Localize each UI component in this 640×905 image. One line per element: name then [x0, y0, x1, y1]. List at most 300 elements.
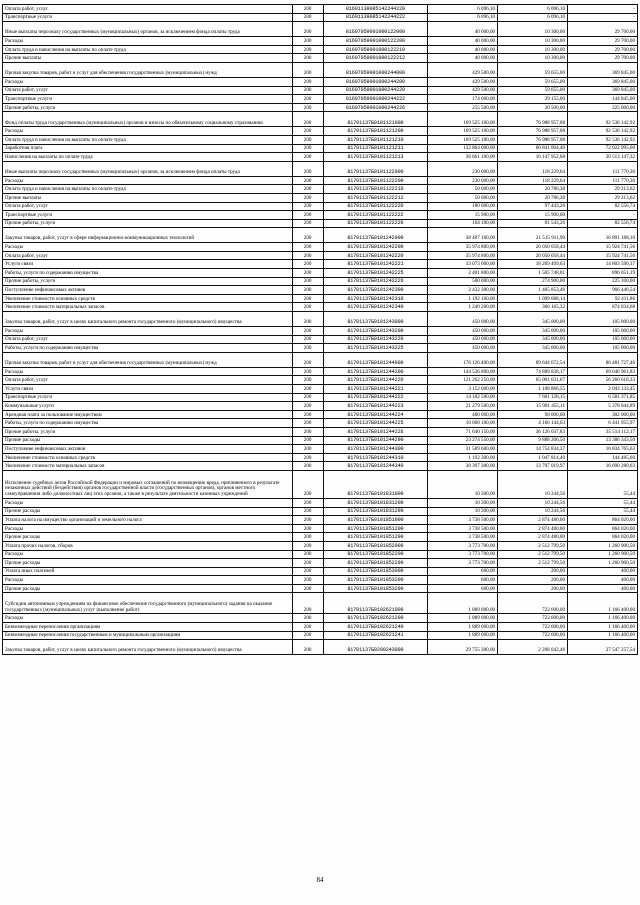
- row-unexecuted-amount-cell: 14 803 590,37: [568, 260, 638, 269]
- row-code-cell: 200: [292, 507, 323, 516]
- row-approved-amount-cell: 450 000,00: [428, 327, 498, 336]
- row-approved-amount-cell: 600,00: [428, 567, 498, 576]
- row-code-cell: 200: [292, 559, 323, 568]
- row-budget-code-cell: 81601139085142244222: [323, 13, 427, 22]
- row-unexecuted-amount-cell: 27 547 257,54: [568, 640, 638, 655]
- row-unexecuted-amount-cell: 400,00: [568, 576, 638, 585]
- row-name-cell: Прочие работы, услуги: [3, 219, 293, 228]
- table-row: [3, 427, 638, 436]
- row-budget-code-cell: 81701137Б0101244310: [323, 453, 427, 462]
- row-executed-amount-cell: 1 505 748,81: [498, 269, 568, 278]
- row-approved-amount-cell: 600,00: [428, 576, 498, 585]
- row-budget-code-cell: 81701137Б0101831200: [323, 498, 427, 507]
- row-executed-amount-cell: 6 096,10: [498, 13, 568, 22]
- table-row: [3, 470, 638, 498]
- table-row: [3, 211, 638, 220]
- row-unexecuted-amount-cell: 86 481 727,46: [568, 352, 638, 367]
- row-executed-amount-cell: 59 655,00: [498, 62, 568, 77]
- row-code-cell: 200: [292, 260, 323, 269]
- row-executed-amount-cell: 98 000,00: [498, 410, 568, 419]
- row-executed-amount-cell: 97 443,26: [498, 202, 568, 211]
- row-approved-amount-cell: 1 192 100,00: [428, 294, 498, 303]
- row-executed-amount-cell: 76 988 957,08: [498, 127, 568, 136]
- row-unexecuted-amount-cell: 111 770,36: [568, 176, 638, 185]
- row-approved-amount-cell: 3 738 500,00: [428, 516, 498, 525]
- row-budget-code-cell: 81601139085142244220: [323, 5, 427, 14]
- row-code-cell: 200: [292, 54, 323, 63]
- table-row: [3, 135, 638, 144]
- row-budget-code-cell: 81701137Б0101242300: [323, 286, 427, 295]
- row-approved-amount-cell: 3 152 000,00: [428, 385, 498, 394]
- row-budget-code-cell: 81701137Б0101121200: [323, 127, 427, 136]
- row-name-cell: Прочая закупка товаров, работ и услуг для обеспечения государственных (муниципальных) нужд: [3, 62, 293, 77]
- row-name-cell: Оплата труда и начисления на выплаты по оплате труда: [3, 185, 293, 194]
- row-budget-code-cell: 81701137Б0101244226: [323, 427, 427, 436]
- table-row: [3, 367, 638, 376]
- row-code-cell: 200: [292, 419, 323, 428]
- row-unexecuted-amount-cell: 2 043 133,45: [568, 385, 638, 394]
- row-budget-code-cell: 81607059001000244220: [323, 86, 427, 95]
- row-approved-amount-cell: 23 274 550,00: [428, 436, 498, 445]
- row-unexecuted-amount-cell: 1 166 400,00: [568, 593, 638, 614]
- row-budget-code-cell: 81701137Б0101122000: [323, 161, 427, 176]
- row-approved-amount-cell: 6 096,10: [428, 13, 498, 22]
- row-budget-code-cell: 81607059001000122000: [323, 22, 427, 37]
- row-budget-code-cell: 81701137Б0101244222: [323, 393, 427, 402]
- row-executed-amount-cell: 74 889 838,17: [498, 367, 568, 376]
- row-unexecuted-amount-cell: 6 581 371,85: [568, 393, 638, 402]
- table-row: [3, 385, 638, 394]
- row-executed-amount-cell: 13 707 019,97: [498, 462, 568, 471]
- row-name-cell: Фонд оплаты труда государственных (муниципальных) органов и взносы по обязательному социальному страхованию: [3, 112, 293, 127]
- row-unexecuted-amount-cell: 896 051,19: [568, 269, 638, 278]
- row-unexecuted-amount-cell: 72 022 995,60: [568, 144, 638, 153]
- row-budget-code-cell: 81701137Б0101243225: [323, 344, 427, 353]
- row-code-cell: 200: [292, 550, 323, 559]
- row-name-cell: Поступление нефинансовых активов: [3, 286, 293, 295]
- row-code-cell: 200: [292, 86, 323, 95]
- table-row: [3, 294, 638, 303]
- row-name-cell: Закупка товаров, работ, услуг в сфере информационно-коммуникационных технологий: [3, 228, 293, 243]
- row-executed-amount-cell: 345 000,00: [498, 335, 568, 344]
- table-row: [3, 103, 638, 112]
- row-executed-amount-cell: 2 512 799,50: [498, 559, 568, 568]
- row-name-cell: Транспортные услуги: [3, 393, 293, 402]
- row-code-cell: 200: [292, 135, 323, 144]
- row-executed-amount-cell: 2 874 480,00: [498, 533, 568, 542]
- row-executed-amount-cell: 20 050 058,44: [498, 251, 568, 260]
- row-executed-amount-cell: 65 001 631,67: [498, 376, 568, 385]
- row-name-cell: Прочие выплаты: [3, 193, 293, 202]
- row-approved-amount-cell: 15 900,00: [428, 211, 498, 220]
- row-name-cell: Оплата работ, услуг: [3, 202, 293, 211]
- row-executed-amount-cell: 200,00: [498, 584, 568, 593]
- row-name-cell: Расходы: [3, 367, 293, 376]
- table-row: [3, 352, 638, 367]
- row-budget-code-cell: 81701137Б0101122222: [323, 211, 427, 220]
- table-row: [3, 640, 638, 655]
- row-name-cell: Оплата труда и начисления на выплаты по оплате труда: [3, 45, 293, 54]
- row-budget-code-cell: 81701137Б0101121211: [323, 144, 427, 153]
- row-budget-code-cell: 81701137Б0101244290: [323, 436, 427, 445]
- row-code-cell: 200: [292, 393, 323, 402]
- row-executed-amount-cell: 10 244,56: [498, 470, 568, 498]
- row-name-cell: Оплата труда и начисления на выплаты по оплате труда: [3, 135, 293, 144]
- row-code-cell: 200: [292, 251, 323, 260]
- row-name-cell: Расходы: [3, 327, 293, 336]
- row-approved-amount-cell: 21 279 500,00: [428, 402, 498, 411]
- row-budget-code-cell: 81701137Б0102621241: [323, 631, 427, 640]
- table-row: [3, 516, 638, 525]
- table-row: [3, 550, 638, 559]
- row-budget-code-cell: 81701137Б0101851290: [323, 533, 427, 542]
- row-unexecuted-amount-cell: 105 000,00: [568, 312, 638, 327]
- row-executed-amount-cell: 18 269 409,63: [498, 260, 568, 269]
- row-executed-amount-cell: 15 901 455,11: [498, 402, 568, 411]
- row-executed-amount-cell: 29 155,00: [498, 95, 568, 104]
- row-code-cell: 200: [292, 161, 323, 176]
- row-unexecuted-amount-cell: 369 845,00: [568, 62, 638, 77]
- table-row: [3, 112, 638, 127]
- row-name-cell: Расходы: [3, 498, 293, 507]
- row-budget-code-cell: 81607059001000122200: [323, 37, 427, 46]
- row-name-cell: Расходы: [3, 176, 293, 185]
- row-budget-code-cell: 81607059001000122212: [323, 54, 427, 63]
- row-executed-amount-cell: 20 786,38: [498, 185, 568, 194]
- table-row: [3, 286, 638, 295]
- table-row: [3, 344, 638, 353]
- row-unexecuted-amount-cell: 35 514 112,17: [568, 427, 638, 436]
- row-budget-code-cell: 81701137Б0101244300: [323, 445, 427, 454]
- row-approved-amount-cell: 2 432 300,00: [428, 286, 498, 295]
- row-unexecuted-amount-cell: 29 213,62: [568, 193, 638, 202]
- row-budget-code-cell: 81701137Б0101242310: [323, 294, 427, 303]
- row-unexecuted-amount-cell: 1 166 400,00: [568, 623, 638, 632]
- row-code-cell: 200: [292, 185, 323, 194]
- table-row: [3, 507, 638, 516]
- table-row: [3, 498, 638, 507]
- table-row: [3, 541, 638, 550]
- table-row: [3, 559, 638, 568]
- row-unexecuted-amount-cell: 29 700,00: [568, 37, 638, 46]
- row-executed-amount-cell: 722 600,00: [498, 631, 568, 640]
- row-approved-amount-cell: 40 000,00: [428, 37, 498, 46]
- row-code-cell: 200: [292, 243, 323, 252]
- row-code-cell: 200: [292, 176, 323, 185]
- row-executed-amount-cell: 14 754 834,37: [498, 445, 568, 454]
- row-name-cell: Прочие расходы: [3, 533, 293, 542]
- row-budget-code-cell: 81701137Б0101242221: [323, 260, 427, 269]
- row-executed-amount-cell: 15 900,00: [498, 211, 568, 220]
- table-row: [3, 193, 638, 202]
- row-unexecuted-amount-cell: 16 834 765,63: [568, 445, 638, 454]
- row-executed-amount-cell: 30 500,00: [498, 103, 568, 112]
- row-unexecuted-amount-cell: 144 485,60: [568, 453, 638, 462]
- row-executed-amount-cell: 345 000,00: [498, 327, 568, 336]
- row-approved-amount-cell: 10 300,00: [428, 507, 498, 516]
- row-executed-amount-cell: 20 786,38: [498, 193, 568, 202]
- row-budget-code-cell: 81701137Б0101244340: [323, 462, 427, 471]
- row-approved-amount-cell: 40 000,00: [428, 54, 498, 63]
- row-approved-amount-cell: 33 073 000,00: [428, 260, 498, 269]
- row-code-cell: 200: [292, 385, 323, 394]
- row-name-cell: Закупка товаров, работ, услуг в целях капитального ремонта государственного (муниципального) имущества: [3, 312, 293, 327]
- row-name-cell: Транспортные услуги: [3, 13, 293, 22]
- table-row: [3, 62, 638, 77]
- row-executed-amount-cell: 2 512 799,50: [498, 550, 568, 559]
- row-code-cell: 200: [292, 22, 323, 37]
- row-name-cell: Прочие работы, услуги: [3, 277, 293, 286]
- row-name-cell: Транспортные услуги: [3, 95, 293, 104]
- row-name-cell: Уплата иных платежей: [3, 567, 293, 576]
- row-budget-code-cell: 81701137Б0101242340: [323, 303, 427, 312]
- row-budget-code-cell: 81701137Б0101243220: [323, 335, 427, 344]
- row-budget-code-cell: 81701137Б0101244220: [323, 376, 427, 385]
- row-unexecuted-amount-cell: 20 513 147,32: [568, 153, 638, 162]
- row-name-cell: Расходы: [3, 550, 293, 559]
- row-approved-amount-cell: 1 889 000,00: [428, 623, 498, 632]
- table-row: [3, 144, 638, 153]
- row-executed-amount-cell: 6 096,10: [498, 5, 568, 14]
- row-executed-amount-cell: 10 300,00: [498, 45, 568, 54]
- row-code-cell: 200: [292, 541, 323, 550]
- row-code-cell: 200: [292, 211, 323, 220]
- row-code-cell: 200: [292, 95, 323, 104]
- table-row: [3, 228, 638, 243]
- row-code-cell: 200: [292, 470, 323, 498]
- row-budget-code-cell: 81701137Б0101121000: [323, 112, 427, 127]
- row-code-cell: 200: [292, 327, 323, 336]
- row-unexecuted-amount-cell: 29 700,00: [568, 22, 638, 37]
- row-executed-amount-cell: 10 244,56: [498, 498, 568, 507]
- row-budget-code-cell: 81701137Б0200243000: [323, 640, 427, 655]
- row-name-cell: Увеличение стоимости основных средств: [3, 294, 293, 303]
- row-executed-amount-cell: 118 229,64: [498, 161, 568, 176]
- row-approved-amount-cell: 230 000,00: [428, 176, 498, 185]
- row-budget-code-cell: 81701137Б0101122220: [323, 202, 427, 211]
- row-name-cell: Услуги связи: [3, 385, 293, 394]
- table-row: [3, 45, 638, 54]
- row-approved-amount-cell: 40 000,00: [428, 22, 498, 37]
- row-approved-amount-cell: 31 589 600,00: [428, 445, 498, 454]
- row-approved-amount-cell: 429 500,00: [428, 77, 498, 86]
- row-approved-amount-cell: 40 000,00: [428, 45, 498, 54]
- table-row: [3, 453, 638, 462]
- row-name-cell: Прочая закупка товаров, работ и услуг для обеспечения государственных (муниципальных) нужд: [3, 352, 293, 367]
- row-budget-code-cell: 81701137Б0101122226: [323, 219, 427, 228]
- row-executed-amount-cell: 59 655,00: [498, 77, 568, 86]
- row-approved-amount-cell: 169 525 100,00: [428, 112, 498, 127]
- row-executed-amount-cell: 59 655,00: [498, 86, 568, 95]
- row-code-cell: 200: [292, 376, 323, 385]
- row-unexecuted-amount-cell: 1 260 900,50: [568, 541, 638, 550]
- row-approved-amount-cell: 71 640 150,00: [428, 427, 498, 436]
- row-budget-code-cell: 81701137Б0101244200: [323, 367, 427, 376]
- table-row: [3, 277, 638, 286]
- row-executed-amount-cell: 76 988 957,08: [498, 135, 568, 144]
- row-unexecuted-amount-cell: 92 536 142,92: [568, 135, 638, 144]
- row-name-cell: Начисления на выплаты по оплате труда: [3, 153, 293, 162]
- row-code-cell: 200: [292, 37, 323, 46]
- row-executed-amount-cell: 60 841 004,40: [498, 144, 568, 153]
- row-name-cell: Арендная плата за пользование имуществом: [3, 410, 293, 419]
- table-row: [3, 393, 638, 402]
- row-executed-amount-cell: 366 165,32: [498, 303, 568, 312]
- row-approved-amount-cell: 10 608 100,00: [428, 419, 498, 428]
- row-unexecuted-amount-cell: 29 700,00: [568, 54, 638, 63]
- table-row: [3, 623, 638, 632]
- row-budget-code-cell: 81701137Б0101244224: [323, 410, 427, 419]
- row-budget-code-cell: 81701137Б0101853290: [323, 584, 427, 593]
- row-budget-code-cell: 81701137Б0101831290: [323, 507, 427, 516]
- row-unexecuted-amount-cell: 13 386 343,50: [568, 436, 638, 445]
- row-approved-amount-cell: 10 300,00: [428, 470, 498, 498]
- row-name-cell: Иные выплаты персоналу государственных (муниципальных) органов, за исключением фонда оплаты труда: [3, 161, 293, 176]
- row-name-cell: Прочие работы, услуги: [3, 427, 293, 436]
- row-code-cell: 200: [292, 228, 323, 243]
- row-unexecuted-amount-cell: 400,00: [568, 584, 638, 593]
- table-row: [3, 303, 638, 312]
- row-code-cell: 200: [292, 402, 323, 411]
- row-executed-amount-cell: 10 300,00: [498, 54, 568, 63]
- row-budget-code-cell: 81701137Б0101121210: [323, 135, 427, 144]
- row-executed-amount-cell: 20 050 058,44: [498, 243, 568, 252]
- row-budget-code-cell: 81701137Б0101242226: [323, 277, 427, 286]
- row-name-cell: Увеличение стоимости материальных запасов: [3, 303, 293, 312]
- table-row: [3, 5, 638, 14]
- row-code-cell: 200: [292, 352, 323, 367]
- row-budget-code-cell: 81701137Б0101852290: [323, 559, 427, 568]
- row-code-cell: 200: [292, 269, 323, 278]
- row-code-cell: 200: [292, 77, 323, 86]
- row-approved-amount-cell: 429 500,00: [428, 86, 498, 95]
- row-code-cell: 200: [292, 593, 323, 614]
- row-approved-amount-cell: 14 182 500,00: [428, 393, 498, 402]
- table-row: [3, 419, 638, 428]
- row-budget-code-cell: 81607059001000122210: [323, 45, 427, 54]
- row-approved-amount-cell: 169 525 100,00: [428, 135, 498, 144]
- row-executed-amount-cell: 200,00: [498, 567, 568, 576]
- table-row: [3, 185, 638, 194]
- row-budget-code-cell: 81701137Б0101122200: [323, 176, 427, 185]
- row-unexecuted-amount-cell: 874 034,68: [568, 303, 638, 312]
- table-row: [3, 269, 638, 278]
- row-unexecuted-amount-cell: 864 020,00: [568, 516, 638, 525]
- row-unexecuted-amount-cell: 105 000,00: [568, 327, 638, 336]
- row-budget-code-cell: 81701137Б0101242000: [323, 228, 427, 243]
- table-row: [3, 176, 638, 185]
- row-name-cell: Расходы: [3, 37, 293, 46]
- row-unexecuted-amount-cell: 111 770,36: [568, 161, 638, 176]
- page-number: 84: [316, 876, 324, 884]
- row-budget-code-cell: 81701137Б0101243000: [323, 312, 427, 327]
- row-approved-amount-cell: 230 000,00: [428, 161, 498, 176]
- row-approved-amount-cell: 36 661 100,00: [428, 153, 498, 162]
- row-code-cell: 200: [292, 112, 323, 127]
- row-executed-amount-cell: 2 512 799,50: [498, 541, 568, 550]
- table-row: [3, 524, 638, 533]
- row-approved-amount-cell: 400 000,00: [428, 410, 498, 419]
- row-code-cell: 200: [292, 103, 323, 112]
- row-budget-code-cell: 81701137Б0101242225: [323, 269, 427, 278]
- table-row: [3, 614, 638, 623]
- row-budget-code-cell: 81701137Б0101242220: [323, 251, 427, 260]
- table-body: [3, 5, 638, 655]
- row-name-cell: Расходы: [3, 77, 293, 86]
- row-unexecuted-amount-cell: 15 924 741,56: [568, 243, 638, 252]
- row-name-cell: Прочие расходы: [3, 559, 293, 568]
- table-row: [3, 436, 638, 445]
- row-approved-amount-cell: 176 126 400,00: [428, 352, 498, 367]
- row-executed-amount-cell: 1 108 866,55: [498, 385, 568, 394]
- row-approved-amount-cell: 1 240 200,00: [428, 303, 498, 312]
- row-budget-code-cell: 81701137Б0101831000: [323, 470, 427, 498]
- table-row: [3, 219, 638, 228]
- row-executed-amount-cell: 345 000,00: [498, 312, 568, 327]
- row-executed-amount-cell: 36 126 037,83: [498, 427, 568, 436]
- row-unexecuted-amount-cell: 29 213,62: [568, 185, 638, 194]
- row-name-cell: Услуги связи: [3, 260, 293, 269]
- row-approved-amount-cell: 132 864 000,00: [428, 144, 498, 153]
- table-row: [3, 327, 638, 336]
- row-executed-amount-cell: 4 166 144,03: [498, 419, 568, 428]
- row-name-cell: Оплата работ, услуг: [3, 376, 293, 385]
- table-row: [3, 77, 638, 86]
- row-approved-amount-cell: 30 397 300,00: [428, 462, 498, 471]
- row-code-cell: 200: [292, 516, 323, 525]
- row-code-cell: 200: [292, 193, 323, 202]
- table-row: [3, 54, 638, 63]
- row-name-cell: Прочие расходы: [3, 436, 293, 445]
- row-approved-amount-cell: 450 000,00: [428, 312, 498, 327]
- row-name-cell: Безвозмездные перечисления организациям: [3, 623, 293, 632]
- row-unexecuted-amount-cell: 16 891 188,10: [568, 228, 638, 243]
- row-budget-code-cell: 81701137Б0102621240: [323, 623, 427, 632]
- row-executed-amount-cell: 21 515 911,90: [498, 228, 568, 243]
- table-row: [3, 445, 638, 454]
- row-budget-code-cell: 81701137Б0101243200: [323, 327, 427, 336]
- row-unexecuted-amount-cell: -: [568, 13, 638, 22]
- row-approved-amount-cell: 169 525 100,00: [428, 127, 498, 136]
- row-name-cell: Поступление нефинансовых активов: [3, 445, 293, 454]
- row-name-cell: Работы, услуги по содержанию имущества: [3, 269, 293, 278]
- row-approved-amount-cell: 180 000,00: [428, 202, 498, 211]
- row-code-cell: 200: [292, 576, 323, 585]
- row-unexecuted-amount-cell: 864 020,00: [568, 524, 638, 533]
- row-executed-amount-cell: 345 000,00: [498, 344, 568, 353]
- row-name-cell: Оплата работ, услуг: [3, 5, 293, 14]
- row-code-cell: 200: [292, 344, 323, 353]
- row-unexecuted-amount-cell: 105 000,00: [568, 344, 638, 353]
- row-name-cell: Расходы: [3, 243, 293, 252]
- row-name-cell: Прочие расходы: [3, 584, 293, 593]
- row-name-cell: Расходы: [3, 524, 293, 533]
- row-name-cell: Прочие работы, услуги: [3, 103, 293, 112]
- row-unexecuted-amount-cell: 225 100,00: [568, 277, 638, 286]
- row-code-cell: 200: [292, 277, 323, 286]
- row-code-cell: 200: [292, 640, 323, 655]
- row-approved-amount-cell: 1 889 000,00: [428, 631, 498, 640]
- row-code-cell: 200: [292, 623, 323, 632]
- row-unexecuted-amount-cell: 55,44: [568, 498, 638, 507]
- row-unexecuted-amount-cell: 1 260 900,50: [568, 559, 638, 568]
- row-unexecuted-amount-cell: 1 260 900,50: [568, 550, 638, 559]
- table-row: [3, 13, 638, 22]
- row-approved-amount-cell: 1 889 000,00: [428, 593, 498, 614]
- table-row: [3, 567, 638, 576]
- row-code-cell: 200: [292, 335, 323, 344]
- row-name-cell: Увеличение стоимости основных средств: [3, 453, 293, 462]
